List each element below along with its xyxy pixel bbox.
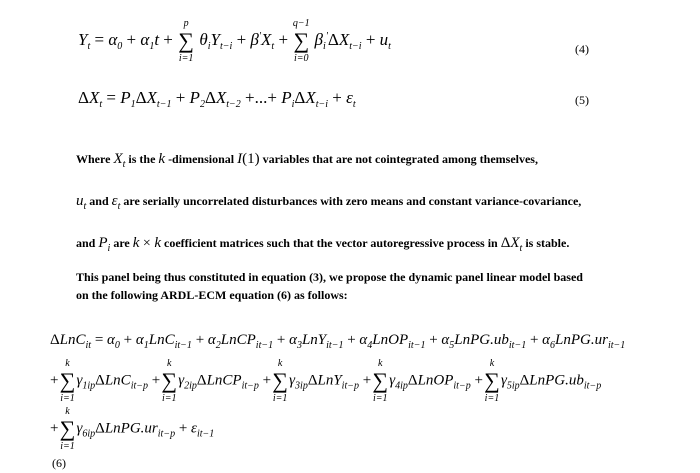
paragraph-line-2: $u_t$ and $\varepsilon_t$ are serially uncorrelated disturbances with zero means and constant variance-covariance, — [76, 193, 582, 212]
equation-4-number: (4) — [575, 42, 589, 56]
equation-6-number: (6) — [52, 456, 66, 470]
equation-5: $\Delta X_t = P_1\Delta X_{t-1} + P_2\Delta X_{t-2}$ +...+ $P_i\Delta X_{t-i} + \varepsilon_t$ — [78, 88, 356, 110]
equation-5-number: (5) — [575, 93, 589, 107]
p3-mid: are — [113, 236, 130, 250]
p1-mid: is the — [128, 152, 156, 166]
p3-prefix: and — [76, 236, 96, 250]
equation-6-line-2: + k ∑ i=1 $\gamma_{1ip}\Delta LnC_{it-p}$ + k ∑ i=1 $\gamma_{2ip}\Delta LnCP_{it-p}$ + k ∑ i=1 $\gamma_{3ip}\Delta LnY_{it-p}$ + k ∑ i=1 $\gamma_{4ip}\Delta LnOP_{it-p}$ + k ∑ i=1 $\gamma_{5ip}\Delta LnPG.ub_{it-p}$ — [50, 358, 602, 404]
p1-suffix: variables that are not cointegrated among themselves, — [262, 152, 538, 166]
paragraph-line-5: on the following ARDL-ECM equation (6) as follows: — [76, 288, 348, 302]
paragraph-line-4: This panel being thus constituted in equation (3), we propose the dynamic panel linear model based — [76, 270, 583, 284]
p1-mid2: -dimensional — [168, 152, 235, 166]
paragraph-line-1: Where $X_t$ is the k -dimensional I(1) variables that are not cointegrated among themselves, — [76, 151, 538, 170]
equation-6-line-1: $\Delta LnC_{it} = \alpha_0 + \alpha_1LnC_{it-1}$ + $\alpha_2LnCP_{it-1} + \alpha_3LnY_{it-1}$ + $\alpha_4LnOP_{it-1}$ + $\alpha_5LnPG.ub_{it-1}$ + $\alpha_6LnPG.ur_{it-1}$ — [50, 332, 626, 351]
p3-suffix: is stable. — [525, 236, 570, 250]
p1-prefix: Where — [76, 152, 111, 166]
equation-4: $Y_t = \alpha_0 + \alpha_1t$ + p ∑ i=1 $\theta_iY_{t-i} + \beta'X_t$ + q−1 ∑ i=0 $\beta_i'\Delta X_{t-i} + u_t$ — [78, 18, 391, 65]
equation-6-line-3: + k ∑ i=1 $\gamma_{6ip}\Delta LnPG.ur_{it-p} + \varepsilon_{it-1}$ — [50, 406, 215, 452]
p2-suffix: are serially uncorrelated disturbances with zero means and constant variance-covariance, — [123, 194, 582, 208]
p2-mid: and — [89, 194, 109, 208]
p3-mid2: coefficient matrices such that the vector autoregressive process in — [164, 236, 498, 250]
paragraph-line-3: and $P_i$ are k × k coefficient matrices such that the vector autoregressive process in $\Delta X_t$ is stable. — [76, 235, 570, 254]
